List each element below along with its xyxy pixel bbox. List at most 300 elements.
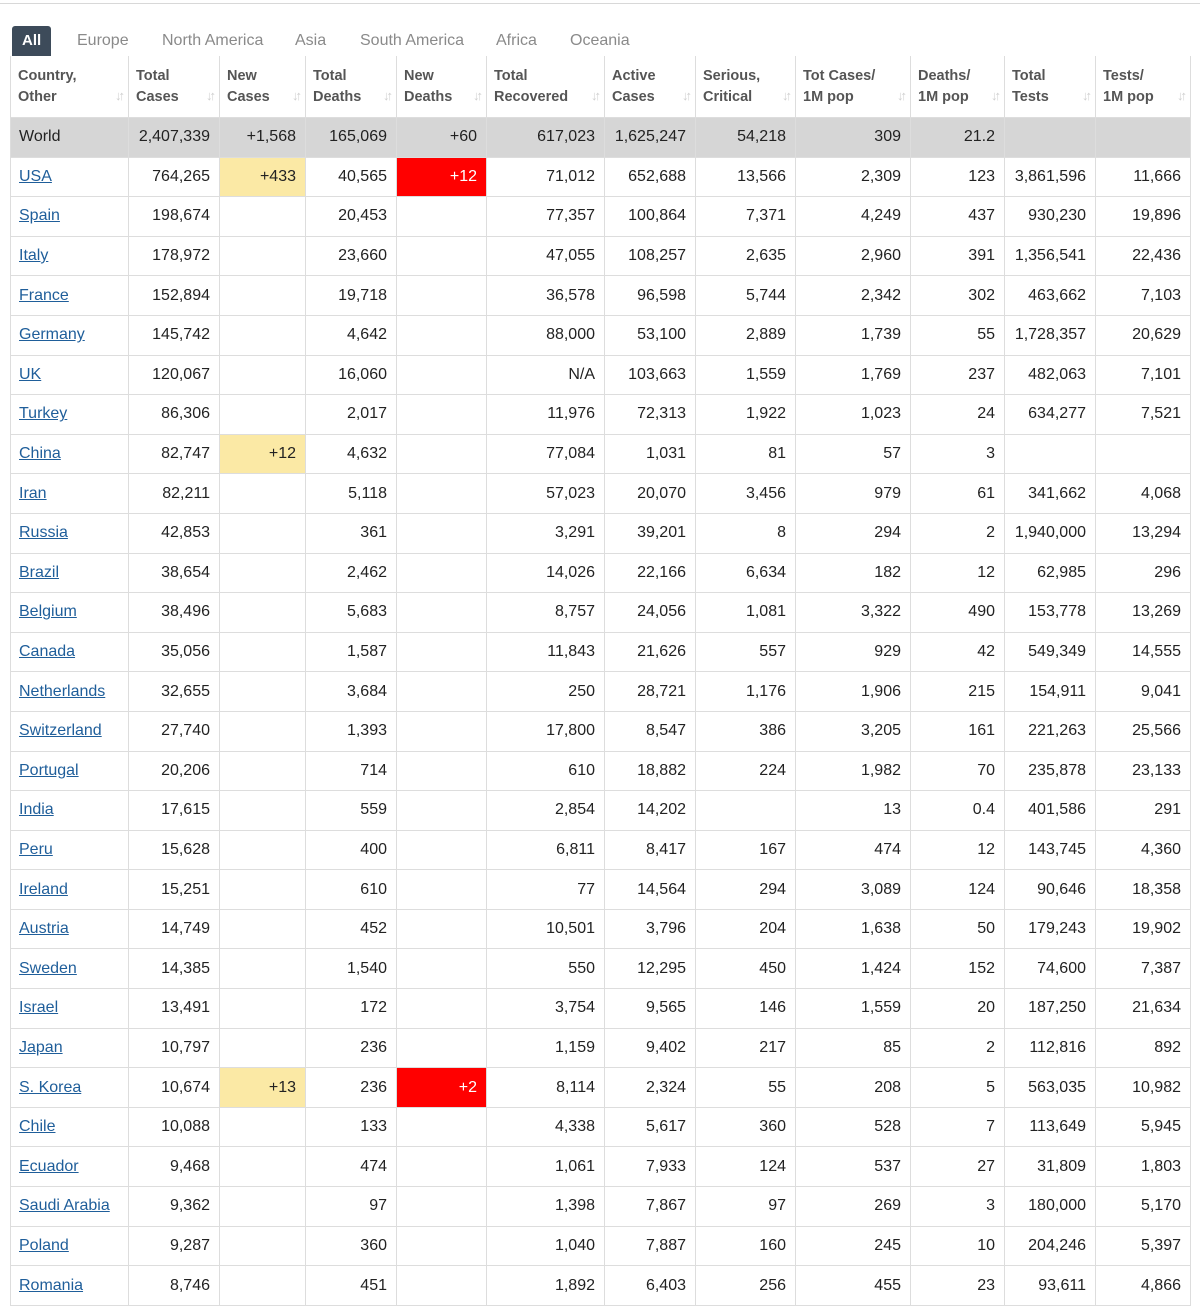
deaths-per-1m-cell: 21.2 bbox=[911, 118, 1005, 158]
country-link[interactable]: Russia bbox=[19, 524, 68, 542]
country-link[interactable]: Brazil bbox=[19, 563, 60, 581]
serious-critical-cell: 1,559 bbox=[696, 355, 796, 395]
country-link[interactable]: India bbox=[19, 801, 54, 819]
serious-critical-cell bbox=[696, 791, 796, 831]
country-link[interactable]: S. Korea bbox=[19, 1078, 82, 1096]
sort-icon[interactable]: ↓↑ bbox=[1082, 88, 1089, 103]
deaths-per-1m-cell: 237 bbox=[911, 355, 1005, 395]
deaths-per-1m-cell: 24 bbox=[911, 395, 1005, 435]
tot-cases-per-1m-cell: 208 bbox=[796, 1068, 911, 1108]
column-header-line1: New bbox=[404, 67, 434, 84]
total-cases-cell: 8,746 bbox=[129, 1266, 220, 1306]
column-header-line1: Tests/ bbox=[1103, 67, 1144, 84]
tab-oceania[interactable]: Oceania bbox=[570, 32, 630, 49]
serious-critical-cell: 8 bbox=[696, 513, 796, 553]
tests-per-1m-cell bbox=[1096, 118, 1191, 158]
deaths-per-1m-cell: 0.4 bbox=[911, 791, 1005, 831]
column-header-line1: Total bbox=[1012, 67, 1046, 84]
column-header-line2: Other bbox=[18, 88, 57, 105]
country-cell[interactable] bbox=[11, 355, 129, 395]
active-cases-cell: 108,257 bbox=[605, 236, 696, 276]
table-row bbox=[11, 553, 1191, 593]
column-header-line2: 1M pop bbox=[918, 88, 969, 105]
new-deaths-cell bbox=[397, 513, 487, 553]
tests-per-1m-cell: 291 bbox=[1096, 791, 1191, 831]
new-cases-cell bbox=[220, 1226, 306, 1266]
active-cases-cell: 96,598 bbox=[605, 276, 696, 316]
column-header-total-tests[interactable] bbox=[1005, 56, 1096, 118]
country-cell[interactable] bbox=[11, 434, 129, 474]
country-link[interactable]: Iran bbox=[19, 484, 47, 502]
tests-per-1m-cell: 19,902 bbox=[1096, 909, 1191, 949]
active-cases-cell: 9,565 bbox=[605, 989, 696, 1029]
tot-cases-per-1m-cell: 474 bbox=[796, 830, 911, 870]
country-cell[interactable] bbox=[11, 989, 129, 1029]
column-header-total-recovered[interactable] bbox=[487, 56, 605, 118]
active-cases-cell: 7,867 bbox=[605, 1187, 696, 1227]
total-recovered-cell: 77 bbox=[487, 870, 605, 910]
tot-cases-per-1m-cell: 3,205 bbox=[796, 711, 911, 751]
country-link[interactable]: Romania bbox=[19, 1276, 84, 1294]
new-cases-cell: +1,568 bbox=[220, 118, 306, 158]
total-recovered-cell: 4,338 bbox=[487, 1107, 605, 1147]
country-cell[interactable] bbox=[11, 1028, 129, 1068]
total-recovered-cell: 550 bbox=[487, 949, 605, 989]
tot-cases-per-1m-cell: 269 bbox=[796, 1187, 911, 1227]
total-cases-cell: 14,385 bbox=[129, 949, 220, 989]
total-tests-cell: 549,349 bbox=[1005, 632, 1096, 672]
tests-per-1m-cell: 10,982 bbox=[1096, 1068, 1191, 1108]
column-header-line1: New bbox=[227, 67, 257, 84]
total-cases-cell: 20,206 bbox=[129, 751, 220, 791]
total-tests-cell: 90,646 bbox=[1005, 870, 1096, 910]
country-cell[interactable] bbox=[11, 711, 129, 751]
new-deaths-cell bbox=[397, 1107, 487, 1147]
new-deaths-cell bbox=[397, 870, 487, 910]
total-recovered-cell: 11,843 bbox=[487, 632, 605, 672]
country-link[interactable]: Italy bbox=[19, 247, 49, 265]
sort-icon[interactable]: ↓↑ bbox=[1177, 88, 1184, 103]
country-link[interactable]: USA bbox=[19, 167, 52, 185]
total-cases-cell: 9,468 bbox=[129, 1147, 220, 1187]
tab-africa[interactable]: Africa bbox=[496, 32, 537, 49]
active-cases-cell: 3,796 bbox=[605, 909, 696, 949]
sort-icon[interactable]: ↓↑ bbox=[473, 88, 480, 103]
total-deaths-cell: 133 bbox=[306, 1107, 397, 1147]
total-tests-cell: 153,778 bbox=[1005, 593, 1096, 633]
new-deaths-cell: +12 bbox=[397, 157, 487, 197]
deaths-per-1m-cell: 391 bbox=[911, 236, 1005, 276]
tot-cases-per-1m-cell: 1,906 bbox=[796, 672, 911, 712]
serious-critical-cell: 124 bbox=[696, 1147, 796, 1187]
tests-per-1m-cell: 18,358 bbox=[1096, 870, 1191, 910]
total-deaths-cell: 165,069 bbox=[306, 118, 397, 158]
country-cell[interactable] bbox=[11, 1266, 129, 1306]
total-deaths-cell: 236 bbox=[306, 1028, 397, 1068]
total-tests-cell: 463,662 bbox=[1005, 276, 1096, 316]
active-cases-cell: 8,547 bbox=[605, 711, 696, 751]
table-row bbox=[11, 870, 1191, 910]
active-cases-cell: 28,721 bbox=[605, 672, 696, 712]
new-deaths-cell bbox=[397, 830, 487, 870]
tot-cases-per-1m-cell: 2,342 bbox=[796, 276, 911, 316]
total-cases-cell: 9,287 bbox=[129, 1226, 220, 1266]
tests-per-1m-cell: 5,397 bbox=[1096, 1226, 1191, 1266]
table-row bbox=[11, 751, 1191, 791]
table-row bbox=[11, 1107, 1191, 1147]
total-tests-cell: 634,277 bbox=[1005, 395, 1096, 435]
country-cell[interactable] bbox=[11, 1226, 129, 1266]
country-link[interactable]: Portugal bbox=[19, 761, 79, 779]
country-link[interactable]: Switzerland bbox=[19, 722, 102, 740]
tot-cases-per-1m-cell: 1,559 bbox=[796, 989, 911, 1029]
new-deaths-cell bbox=[397, 1147, 487, 1187]
tot-cases-per-1m-cell: 1,638 bbox=[796, 909, 911, 949]
total-cases-cell: 2,407,339 bbox=[129, 118, 220, 158]
new-deaths-cell bbox=[397, 711, 487, 751]
tests-per-1m-cell: 1,803 bbox=[1096, 1147, 1191, 1187]
total-recovered-cell: 1,061 bbox=[487, 1147, 605, 1187]
tot-cases-per-1m-cell: 4,249 bbox=[796, 197, 911, 237]
total-cases-cell: 9,362 bbox=[129, 1187, 220, 1227]
total-recovered-cell: 77,084 bbox=[487, 434, 605, 474]
table-row bbox=[11, 513, 1191, 553]
column-header-tests-per-1m[interactable] bbox=[1096, 56, 1191, 118]
table-row bbox=[11, 672, 1191, 712]
table-row bbox=[11, 315, 1191, 355]
country-cell[interactable] bbox=[11, 315, 129, 355]
deaths-per-1m-cell: 27 bbox=[911, 1147, 1005, 1187]
tot-cases-per-1m-cell: 929 bbox=[796, 632, 911, 672]
serious-critical-cell: 450 bbox=[696, 949, 796, 989]
active-cases-cell: 100,864 bbox=[605, 197, 696, 237]
country-link[interactable]: Turkey bbox=[19, 405, 68, 423]
sort-icon[interactable]: ↓↑ bbox=[383, 88, 390, 103]
total-recovered-cell: 10,501 bbox=[487, 909, 605, 949]
new-cases-cell bbox=[220, 315, 306, 355]
country-link[interactable]: Saudi Arabia bbox=[19, 1197, 110, 1215]
country-cell[interactable] bbox=[11, 197, 129, 237]
tests-per-1m-cell: 23,133 bbox=[1096, 751, 1191, 791]
tests-per-1m-cell: 14,555 bbox=[1096, 632, 1191, 672]
new-deaths-cell bbox=[397, 1266, 487, 1306]
new-cases-cell bbox=[220, 513, 306, 553]
column-header-new-deaths[interactable] bbox=[397, 56, 487, 118]
serious-critical-cell: 360 bbox=[696, 1107, 796, 1147]
country-cell[interactable] bbox=[11, 1107, 129, 1147]
total-recovered-cell: 8,757 bbox=[487, 593, 605, 633]
country-link[interactable]: Israel bbox=[19, 999, 59, 1017]
total-cases-cell: 86,306 bbox=[129, 395, 220, 435]
tests-per-1m-cell: 5,170 bbox=[1096, 1187, 1191, 1227]
column-header-line2: Tests bbox=[1012, 88, 1049, 105]
sort-icon[interactable]: ↓↑ bbox=[782, 88, 789, 103]
country-link[interactable]: China bbox=[19, 445, 61, 463]
deaths-per-1m-cell: 55 bbox=[911, 315, 1005, 355]
new-deaths-cell bbox=[397, 989, 487, 1029]
total-cases-cell: 764,265 bbox=[129, 157, 220, 197]
active-cases-cell: 2,324 bbox=[605, 1068, 696, 1108]
total-recovered-cell: 8,114 bbox=[487, 1068, 605, 1108]
country-link[interactable]: Peru bbox=[19, 840, 53, 858]
active-cases-cell: 20,070 bbox=[605, 474, 696, 514]
tot-cases-per-1m-cell: 1,424 bbox=[796, 949, 911, 989]
total-tests-cell: 112,816 bbox=[1005, 1028, 1096, 1068]
tot-cases-per-1m-cell: 3,322 bbox=[796, 593, 911, 633]
country-link[interactable]: Canada bbox=[19, 643, 76, 661]
active-cases-cell: 14,564 bbox=[605, 870, 696, 910]
new-cases-cell bbox=[220, 355, 306, 395]
total-recovered-cell: 1,398 bbox=[487, 1187, 605, 1227]
new-deaths-cell bbox=[397, 632, 487, 672]
tot-cases-per-1m-cell: 294 bbox=[796, 513, 911, 553]
tab-all[interactable]: All bbox=[12, 26, 51, 56]
tests-per-1m-cell: 5,945 bbox=[1096, 1107, 1191, 1147]
total-recovered-cell: N/A bbox=[487, 355, 605, 395]
serious-critical-cell: 204 bbox=[696, 909, 796, 949]
column-header-line2: Deaths bbox=[313, 88, 362, 105]
serious-critical-cell: 146 bbox=[696, 989, 796, 1029]
total-tests-cell: 74,600 bbox=[1005, 949, 1096, 989]
sort-icon[interactable]: ↓↑ bbox=[206, 88, 213, 103]
country-cell[interactable] bbox=[11, 1147, 129, 1187]
country-link[interactable]: Japan bbox=[19, 1038, 63, 1056]
country-link[interactable]: Netherlands bbox=[19, 682, 106, 700]
serious-critical-cell: 167 bbox=[696, 830, 796, 870]
country-cell[interactable] bbox=[11, 909, 129, 949]
total-tests-cell: 31,809 bbox=[1005, 1147, 1096, 1187]
total-cases-cell: 27,740 bbox=[129, 711, 220, 751]
column-header-deaths-per-1m[interactable] bbox=[911, 56, 1005, 118]
table-row bbox=[11, 395, 1191, 435]
total-deaths-cell: 5,118 bbox=[306, 474, 397, 514]
new-cases-cell: +12 bbox=[220, 434, 306, 474]
serious-critical-cell: 3,456 bbox=[696, 474, 796, 514]
deaths-per-1m-cell: 215 bbox=[911, 672, 1005, 712]
country-cell[interactable] bbox=[11, 236, 129, 276]
country-cell[interactable] bbox=[11, 474, 129, 514]
sort-icon[interactable]: ↓↑ bbox=[897, 88, 904, 103]
column-header-total-deaths[interactable] bbox=[306, 56, 397, 118]
new-deaths-cell bbox=[397, 315, 487, 355]
serious-critical-cell: 97 bbox=[696, 1187, 796, 1227]
new-deaths-cell bbox=[397, 909, 487, 949]
new-deaths-cell bbox=[397, 355, 487, 395]
country-cell[interactable] bbox=[11, 395, 129, 435]
country-cell[interactable] bbox=[11, 830, 129, 870]
country-cell[interactable] bbox=[11, 1187, 129, 1227]
country-cell[interactable] bbox=[11, 949, 129, 989]
country-link[interactable]: Spain bbox=[19, 207, 60, 225]
country-link[interactable]: Poland bbox=[19, 1236, 69, 1254]
new-cases-cell bbox=[220, 751, 306, 791]
country-link[interactable]: UK bbox=[19, 365, 42, 383]
tab-asia[interactable]: Asia bbox=[295, 32, 327, 49]
serious-critical-cell: 5,744 bbox=[696, 276, 796, 316]
total-recovered-cell: 14,026 bbox=[487, 553, 605, 593]
country-cell[interactable] bbox=[11, 672, 129, 712]
new-deaths-cell bbox=[397, 553, 487, 593]
new-deaths-cell bbox=[397, 1226, 487, 1266]
serious-critical-cell: 224 bbox=[696, 751, 796, 791]
new-deaths-cell: +60 bbox=[397, 118, 487, 158]
country-cell[interactable] bbox=[11, 593, 129, 633]
total-cases-cell: 13,491 bbox=[129, 989, 220, 1029]
total-deaths-cell: 1,540 bbox=[306, 949, 397, 989]
country-cell[interactable] bbox=[11, 1068, 129, 1108]
new-deaths-cell bbox=[397, 276, 487, 316]
total-recovered-cell: 17,800 bbox=[487, 711, 605, 751]
country-link[interactable]: Austria bbox=[19, 920, 69, 938]
tests-per-1m-cell: 22,436 bbox=[1096, 236, 1191, 276]
deaths-per-1m-cell: 10 bbox=[911, 1226, 1005, 1266]
new-cases-cell bbox=[220, 1187, 306, 1227]
country-cell[interactable] bbox=[11, 632, 129, 672]
total-cases-cell: 10,088 bbox=[129, 1107, 220, 1147]
new-cases-cell bbox=[220, 632, 306, 672]
new-deaths-cell: +2 bbox=[397, 1068, 487, 1108]
new-cases-cell bbox=[220, 553, 306, 593]
country-link[interactable]: Sweden bbox=[19, 959, 77, 977]
active-cases-cell: 8,417 bbox=[605, 830, 696, 870]
total-recovered-cell: 3,754 bbox=[487, 989, 605, 1029]
top-divider bbox=[0, 3, 1200, 4]
total-tests-cell: 341,662 bbox=[1005, 474, 1096, 514]
country-link[interactable]: Ecuador bbox=[19, 1157, 79, 1175]
column-header-total-cases[interactable] bbox=[129, 56, 220, 118]
tests-per-1m-cell bbox=[1096, 434, 1191, 474]
sort-icon[interactable]: ↓↑ bbox=[591, 88, 598, 103]
total-recovered-cell: 57,023 bbox=[487, 474, 605, 514]
tests-per-1m-cell: 13,294 bbox=[1096, 513, 1191, 553]
deaths-per-1m-cell: 7 bbox=[911, 1107, 1005, 1147]
total-tests-cell: 179,243 bbox=[1005, 909, 1096, 949]
column-header-line2: Cases bbox=[612, 88, 655, 105]
column-header-serious-critical[interactable] bbox=[696, 56, 796, 118]
total-deaths-cell: 23,660 bbox=[306, 236, 397, 276]
tests-per-1m-cell: 13,269 bbox=[1096, 593, 1191, 633]
total-tests-cell: 180,000 bbox=[1005, 1187, 1096, 1227]
tests-per-1m-cell: 892 bbox=[1096, 1028, 1191, 1068]
total-tests-cell: 482,063 bbox=[1005, 355, 1096, 395]
column-header-new-cases[interactable] bbox=[220, 56, 306, 118]
total-deaths-cell: 20,453 bbox=[306, 197, 397, 237]
sort-icon[interactable]: ↓↑ bbox=[115, 88, 122, 103]
country-cell[interactable] bbox=[11, 751, 129, 791]
tests-per-1m-cell: 11,666 bbox=[1096, 157, 1191, 197]
table-row bbox=[11, 1187, 1191, 1227]
country-link[interactable]: Belgium bbox=[19, 603, 77, 621]
total-recovered-cell: 11,976 bbox=[487, 395, 605, 435]
active-cases-cell: 5,617 bbox=[605, 1107, 696, 1147]
tot-cases-per-1m-cell: 979 bbox=[796, 474, 911, 514]
total-deaths-cell: 474 bbox=[306, 1147, 397, 1187]
total-tests-cell: 401,586 bbox=[1005, 791, 1096, 831]
total-cases-cell: 145,742 bbox=[129, 315, 220, 355]
total-recovered-cell: 1,040 bbox=[487, 1226, 605, 1266]
total-tests-cell: 62,985 bbox=[1005, 553, 1096, 593]
tot-cases-per-1m-cell: 309 bbox=[796, 118, 911, 158]
country-link[interactable]: Germany bbox=[19, 326, 85, 344]
column-header-active-cases[interactable] bbox=[605, 56, 696, 118]
active-cases-cell: 1,625,247 bbox=[605, 118, 696, 158]
new-deaths-cell bbox=[397, 791, 487, 831]
country-cell[interactable] bbox=[11, 513, 129, 553]
country-cell[interactable] bbox=[11, 870, 129, 910]
country-cell[interactable] bbox=[11, 553, 129, 593]
tab-south-america[interactable]: South America bbox=[360, 32, 465, 49]
country-link[interactable]: France bbox=[19, 286, 69, 304]
tot-cases-per-1m-cell: 182 bbox=[796, 553, 911, 593]
active-cases-cell: 1,031 bbox=[605, 434, 696, 474]
active-cases-cell: 22,166 bbox=[605, 553, 696, 593]
country-link[interactable]: Chile bbox=[19, 1118, 56, 1136]
table-row bbox=[11, 355, 1191, 395]
total-cases-cell: 82,747 bbox=[129, 434, 220, 474]
column-header-tot-cases-per-1m[interactable] bbox=[796, 56, 911, 118]
total-tests-cell: 143,745 bbox=[1005, 830, 1096, 870]
serious-critical-cell: 557 bbox=[696, 632, 796, 672]
total-deaths-cell: 360 bbox=[306, 1226, 397, 1266]
total-tests-cell: 235,878 bbox=[1005, 751, 1096, 791]
serious-critical-cell: 1,922 bbox=[696, 395, 796, 435]
column-header-country-other[interactable] bbox=[11, 56, 129, 118]
total-recovered-cell: 3,291 bbox=[487, 513, 605, 553]
total-recovered-cell: 1,892 bbox=[487, 1266, 605, 1306]
total-deaths-cell: 4,632 bbox=[306, 434, 397, 474]
new-deaths-cell bbox=[397, 949, 487, 989]
total-tests-cell: 154,911 bbox=[1005, 672, 1096, 712]
sort-icon[interactable]: ↓↑ bbox=[682, 88, 689, 103]
serious-critical-cell: 294 bbox=[696, 870, 796, 910]
new-cases-cell: +433 bbox=[220, 157, 306, 197]
country-cell[interactable] bbox=[11, 276, 129, 316]
country-link[interactable]: Ireland bbox=[19, 880, 68, 898]
serious-critical-cell: 386 bbox=[696, 711, 796, 751]
new-cases-cell bbox=[220, 830, 306, 870]
new-cases-cell bbox=[220, 1147, 306, 1187]
sort-icon[interactable]: ↓↑ bbox=[991, 88, 998, 103]
country-cell[interactable] bbox=[11, 791, 129, 831]
deaths-per-1m-cell: 3 bbox=[911, 434, 1005, 474]
total-cases-cell: 17,615 bbox=[129, 791, 220, 831]
country-cell[interactable] bbox=[11, 157, 129, 197]
tab-north-america[interactable]: North America bbox=[162, 32, 264, 49]
serious-critical-cell: 1,081 bbox=[696, 593, 796, 633]
table-row bbox=[11, 632, 1191, 672]
tab-europe[interactable]: Europe bbox=[77, 32, 129, 49]
total-cases-cell: 35,056 bbox=[129, 632, 220, 672]
tot-cases-per-1m-cell: 13 bbox=[796, 791, 911, 831]
active-cases-cell: 18,882 bbox=[605, 751, 696, 791]
total-tests-cell: 113,649 bbox=[1005, 1107, 1096, 1147]
new-cases-cell bbox=[220, 672, 306, 712]
sort-icon[interactable]: ↓↑ bbox=[292, 88, 299, 103]
deaths-per-1m-cell: 50 bbox=[911, 909, 1005, 949]
tests-per-1m-cell: 7,101 bbox=[1096, 355, 1191, 395]
new-cases-cell bbox=[220, 395, 306, 435]
serious-critical-cell: 6,634 bbox=[696, 553, 796, 593]
tests-per-1m-cell: 21,634 bbox=[1096, 989, 1191, 1029]
serious-critical-cell: 217 bbox=[696, 1028, 796, 1068]
total-deaths-cell: 5,683 bbox=[306, 593, 397, 633]
deaths-per-1m-cell: 161 bbox=[911, 711, 1005, 751]
total-tests-cell: 930,230 bbox=[1005, 197, 1096, 237]
column-header-line1: Serious, bbox=[703, 67, 761, 84]
tot-cases-per-1m-cell: 1,982 bbox=[796, 751, 911, 791]
total-cases-cell: 10,797 bbox=[129, 1028, 220, 1068]
country-cell: World bbox=[11, 118, 129, 158]
